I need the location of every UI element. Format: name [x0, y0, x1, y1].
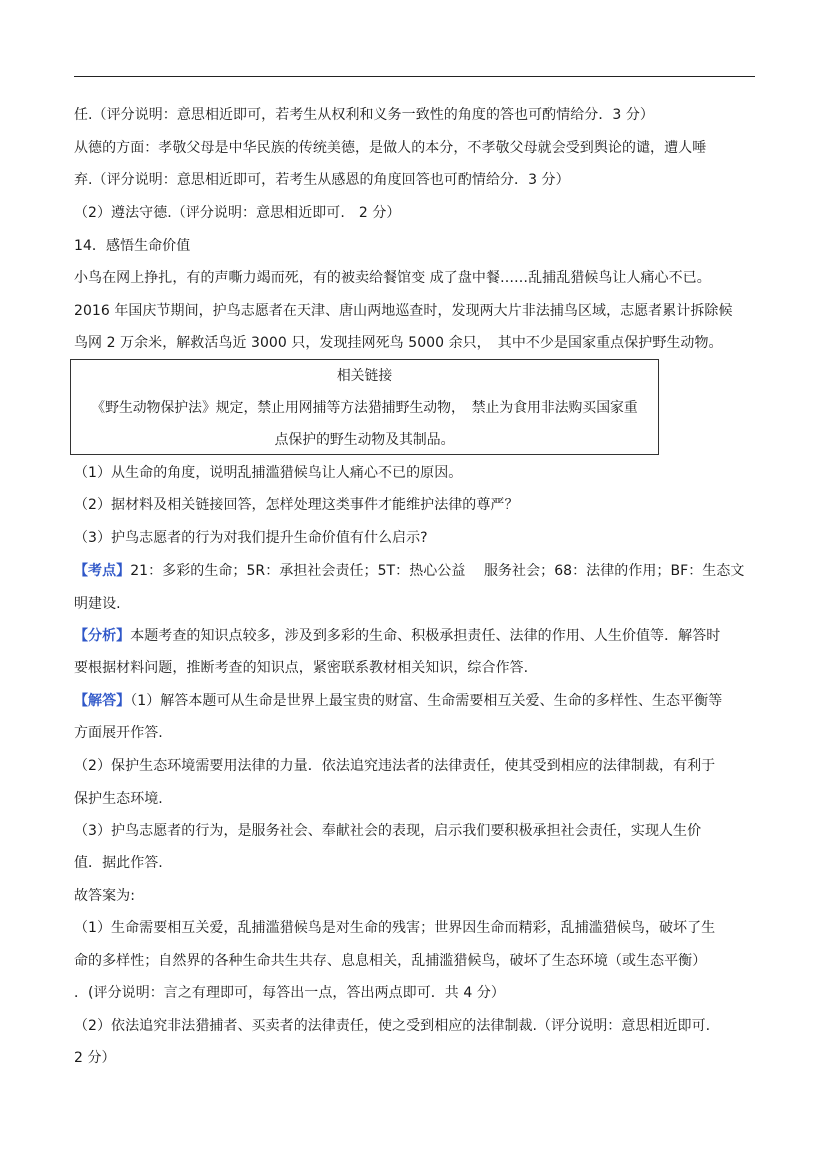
sub-question: （2）据材料及相关链接回答，怎样处理这类事件才能维护法律的尊严？: [74, 497, 519, 513]
fenxi-line: [74, 627, 720, 645]
text-line: 弃.（评分说明：意思相近即可，若考生从感恩的角度回答也可酌情给分．3 分）: [74, 172, 570, 188]
fenxi-text: 本题考查的知识点较多，涉及到多彩的生命、积极承担责任、法律的作用、人生价值等．解答时: [130, 628, 721, 644]
text-line: 小鸟在网上挣扎，有的声嘶力竭而死，有的被卖给餐馆变 成了盘中餐……乱捕乱猎候鸟让人痛心不已。: [74, 270, 711, 286]
answer-line: 命的多样性；自然界的各种生命共生共存、息息相关，乱捕滥猎候鸟，破坏了生态环境（或生态平衡）: [74, 953, 707, 969]
answer-line: ．(评分说明：言之有理即可，每答出一点，答出两点即可．共 4 分）: [74, 985, 505, 1001]
question-heading: 14．感悟生命价值: [74, 238, 191, 254]
text-line: （3）护鸟志愿者的行为，是服务社会、奉献社会的表现，启示我们要积极承担社会责任，实现人生价: [74, 823, 702, 839]
header-rule: [74, 76, 755, 77]
answer-heading: 故答案为:: [74, 888, 135, 904]
answer-line: （1）生命需要相互关爱，乱捕滥猎候鸟是对生命的残害；世界因生命而精彩，乱捕滥猎候鸟，破坏了生: [74, 920, 716, 936]
box-body-line: 《野生动物保护法》规定，禁止用网捕等方法猎捕野生动物， 禁止为食用非法购买国家重: [91, 400, 638, 416]
text-line: 方面展开作答.: [74, 725, 163, 741]
kaodian-line: [74, 562, 744, 580]
text-line: 保护生态环境.: [74, 791, 163, 807]
box-body-line: 点保护的野生动物及其制品。: [274, 432, 455, 448]
text-line: 任.（评分说明：意思相近即可，若考生从权利和义务一致性的角度的答也可酌情给分．3 分）: [74, 107, 654, 123]
text-line: 鸟网 2 万余米，解救活鸟近 3000 只，发现挂网死鸟 5000 余只， 其中不少是国家重点保护野生动物。: [74, 335, 723, 351]
sub-question: （1）从生命的角度，说明乱捕滥猎候鸟让人痛心不已的原因。: [74, 465, 463, 481]
text-line: （2）保护生态环境需要用法律的力量．依法追究违法者的法律责任，使其受到相应的法律制裁，有利于: [74, 758, 716, 774]
fenxi-tag: 【分析】: [74, 628, 131, 644]
answer-line: （2）依法追究非法猎捕者、买卖者的法律责任，使之受到相应的法律制裁.（评分说明：意思相近即可.: [74, 1018, 711, 1034]
text-line: 2016 年国庆节期间，护鸟志愿者在天津、唐山两地巡查时，发现两大片非法捕鸟区域，志愿者累计拆除候: [74, 303, 733, 319]
kaodian-tag: 【考点】: [74, 563, 131, 579]
jieda-line: [74, 692, 722, 710]
sub-question: （3）护鸟志愿者的行为对我们提升生命价值有什么启示?: [74, 530, 428, 546]
text-line: 要根据材料问题，推断考查的知识点，紧密联系教材相关知识，综合作答.: [74, 660, 529, 676]
kaodian-text: 21：多彩的生命；5R：承担社会责任；5T：热心公益 服务社会；68：法律的作用；BF：生态文: [130, 563, 745, 579]
box-title: 相关链接: [336, 368, 393, 384]
text-line: 从德的方面：孝敬父母是中华民族的传统美德，是做人的本分，不孝敬父母就会受到舆论的谴，遭人唾: [74, 140, 707, 156]
text-line: 明建设.: [74, 596, 121, 612]
text-line: （2）遵法守德.（评分说明：意思相近即可. 2 分）: [74, 205, 401, 221]
text-line: 值．据此作答.: [74, 855, 163, 871]
jieda-text: （1）解答本题可从生命是世界上最宝贵的财富、生命需要相互关爱、生命的多样性、生态平衡等: [130, 693, 723, 709]
answer-line: 2 分）: [74, 1050, 116, 1066]
jieda-tag: 【解答】: [74, 693, 131, 709]
related-link-box: [70, 359, 659, 455]
